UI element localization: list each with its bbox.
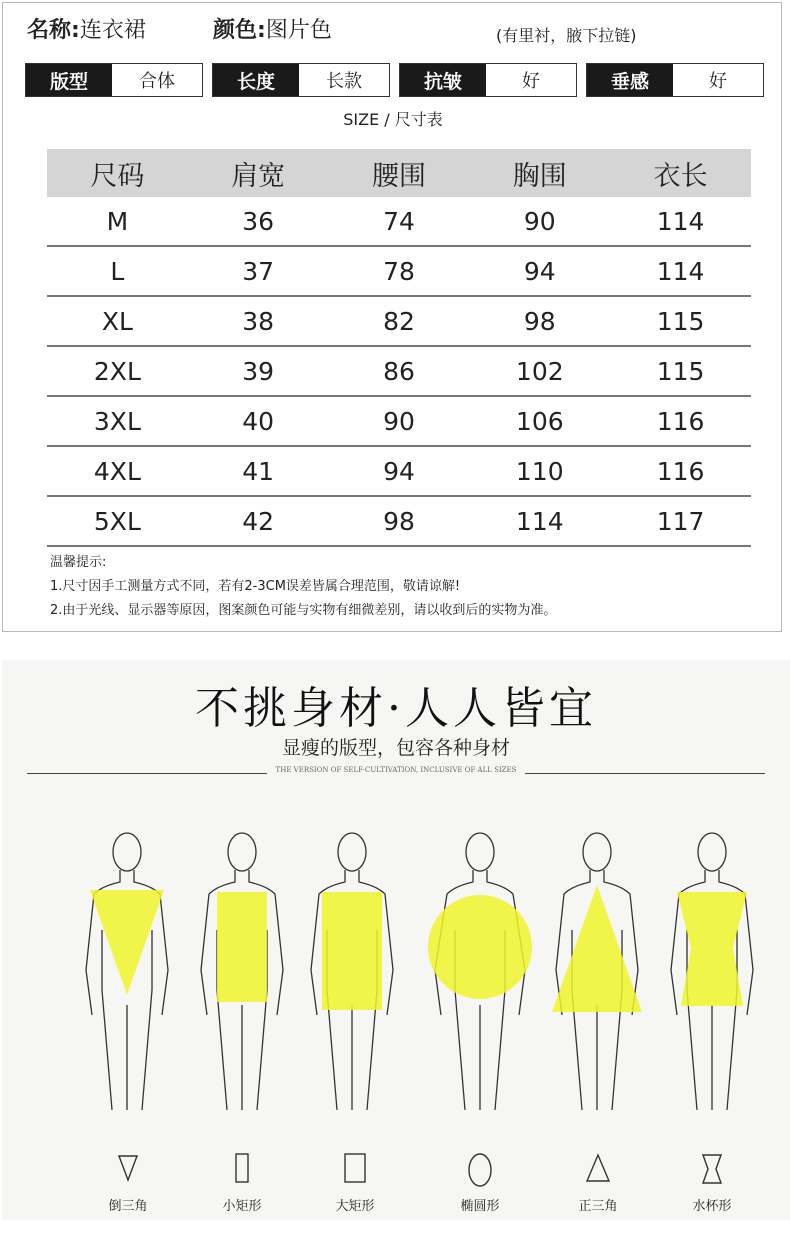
banner-english: THE VERSION OF SELF-CULTIVATION, INCLUSIVE OF ALL SIZES [275,766,517,774]
cell: 74 [329,197,470,246]
table-row [47,396,751,446]
tips-line-2: 2.由于光线、显示器等原因，图案颜色可能与实物有细微差别，请以收到后的实物为准。 [50,603,557,618]
caption-ellipse: 椭圆形 [460,1199,500,1214]
name-value: 连衣裙 [79,18,146,43]
attr-fit-value: 合体 [112,64,202,96]
figure-cup [657,830,767,1120]
cell: 115 [610,296,751,346]
ellipse-icon [467,1152,493,1188]
cell: 3XL [47,396,188,446]
banner-subheadline: 显瘦的版型，包容各种身材 [281,737,510,759]
cell: 78 [329,246,470,296]
attr-length-value: 长款 [299,64,389,96]
inverted-triangle-icon [117,1152,139,1184]
table-header-row [47,149,751,197]
cell: 38 [188,296,329,346]
banner-headline: 不挑身材·人人皆宜 [195,683,597,734]
cell: XL [47,296,188,346]
attr-drape [586,63,764,97]
cell: 106 [469,396,610,446]
caption-large-rectangle: 大矩形 [335,1199,375,1214]
attr-wrinkle-value: 好 [486,64,576,96]
cell: 98 [329,496,470,546]
tips-title: 温馨提示: [50,555,107,570]
cell: 82 [329,296,470,346]
header-bust: 胸围 [469,149,610,197]
attr-wrinkle-key: 抗皱 [400,64,486,96]
header-shoulder: 肩宽 [188,149,329,197]
figure-large-rectangle [297,830,407,1120]
cell: 4XL [47,446,188,496]
cell: L [47,246,188,296]
cell: 90 [469,197,610,246]
name-label: 名称: [27,18,80,43]
caption-small-rectangle: 小矩形 [222,1199,262,1214]
lining-note: (有里衬，腋下拉链) [496,26,637,45]
product-color [213,13,332,44]
attr-drape-key: 垂感 [587,64,673,96]
cell: 94 [329,446,470,496]
attr-length-key: 长度 [213,64,299,96]
product-name [27,13,146,44]
cell: 42 [188,496,329,546]
cell: 115 [610,346,751,396]
figure-triangle [542,830,652,1120]
cell: 114 [610,197,751,246]
cell: 5XL [47,496,188,546]
cell: 86 [329,346,470,396]
table-row [47,446,751,496]
cell: 114 [469,496,610,546]
tips-line-1: 1.尺寸因手工测量方式不同，若有2-3CM误差皆属合理范围，敬请谅解! [50,579,461,594]
size-chart-panel [2,2,782,632]
cell: 37 [188,246,329,296]
cell: 116 [610,396,751,446]
cell: 36 [188,197,329,246]
tips [50,551,556,623]
header-size: 尺码 [47,149,188,197]
cell: 117 [610,496,751,546]
color-label: 颜色: [213,18,266,43]
cup-icon [701,1152,723,1186]
large-rectangle-icon [343,1152,367,1184]
figure-ellipse [425,830,535,1120]
figure-inverted-triangle [72,830,182,1120]
cell: 40 [188,396,329,446]
table-row [47,346,751,396]
attr-length [212,63,390,97]
cell: 102 [469,346,610,396]
color-value: 图片色 [265,18,332,43]
small-rectangle-icon [233,1152,251,1184]
caption-cup: 水杯形 [692,1199,732,1214]
attr-wrinkle [399,63,577,97]
cell: 2XL [47,346,188,396]
table-row [47,496,751,546]
caption-triangle: 正三角 [578,1199,618,1214]
cell: M [47,197,188,246]
cell: 114 [610,246,751,296]
size-title: SIZE / 尺寸表 [343,110,443,129]
header-waist: 腰围 [329,149,470,197]
attr-fit [25,63,203,97]
body-type-banner [2,660,790,1220]
cell: 41 [188,446,329,496]
attr-drape-value: 好 [673,64,763,96]
cell: 90 [329,396,470,446]
cell: 39 [188,346,329,396]
cell: 94 [469,246,610,296]
cell: 116 [610,446,751,496]
header-length: 衣长 [610,149,751,197]
triangle-icon [585,1152,611,1184]
attr-fit-key: 版型 [26,64,112,96]
figure-small-rectangle [187,830,297,1120]
table-row [47,296,751,346]
size-table [47,149,751,547]
table-row [47,246,751,296]
caption-inverted-triangle: 倒三角 [108,1199,148,1214]
table-row [47,197,751,246]
cell: 110 [469,446,610,496]
cell: 98 [469,296,610,346]
